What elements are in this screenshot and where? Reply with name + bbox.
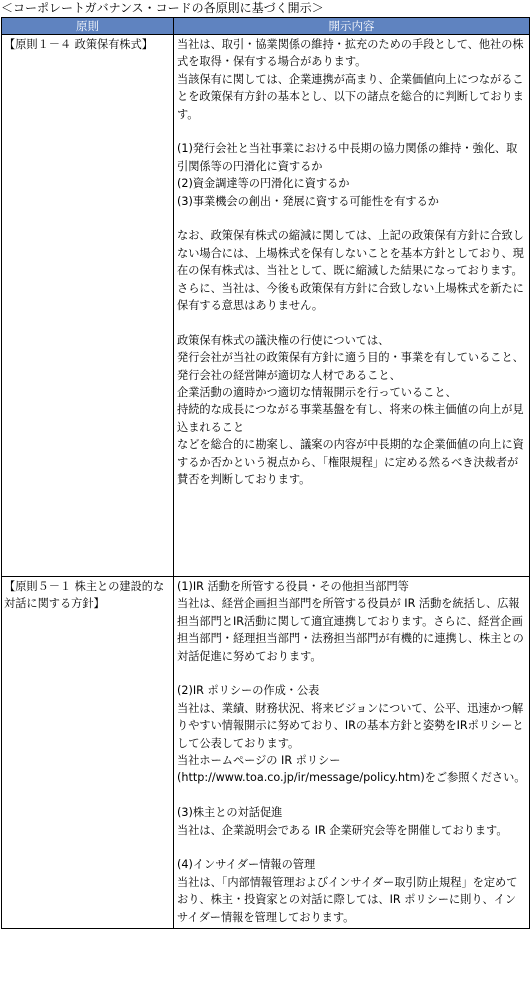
paragraph: (3)株主との対話促進 (177, 806, 283, 820)
paragraph: さらに、当社は、今後も政策保有方針に合致しない上場株式を新たに保有する意思はありません。 (177, 281, 524, 313)
paragraph: 当社は、「内部情報管理およびインサイダー取引防止規程」を定めており、株主・投資家との対話に際しては、IR ポリシーに則り、インサイダー情報を管理しております。 (177, 875, 518, 924)
paragraph: (4)インサイダー情報の管理 (177, 858, 316, 872)
paragraph: (3)事業機会の創出・発展に資する可能性を有するか (177, 194, 439, 208)
header-row (2, 18, 530, 35)
header-principle: 原則 (2, 18, 174, 35)
paragraph: 当社は、取引・協業関係の維持・拡充のための手段として、他社の株式を取得・保有する場合があります。 (177, 38, 524, 69)
paragraph: 発行会社が当社の政策保有方針に適う目的・事業を有していること、 (177, 351, 524, 365)
blank-line (177, 123, 526, 140)
blank-line (177, 210, 526, 227)
blank-line (177, 839, 526, 856)
disclosure-table (1, 17, 530, 929)
table-row (2, 35, 530, 577)
disclosure-cell (174, 35, 530, 577)
paragraph: 発行会社の経営陣が適切な人材であること、 (177, 368, 401, 382)
paragraph: 企業活動の適時かつ適切な情報開示を行っていること、 (177, 386, 457, 400)
blank-line (177, 665, 526, 682)
table-row (2, 577, 530, 929)
blank-line (177, 787, 526, 804)
paragraph: 持続的な成長につながる事業基盤を有し、将来の株主価値の向上が見込まれること (177, 403, 524, 434)
paragraph: 政策保有株式の議決権の行使については、 (177, 333, 390, 347)
document-caption: ＜コーポレートガバナンス・コードの各原則に基づく開示＞ (1, 1, 324, 15)
paragraph: 当社は、経営企画担当部門を所管する役員が IR 活動を統括し、広報担当部門とIR活動に関して適宜連携しております。さらに、経営企画担当部門・経理担当部門・法務担当部門が有機的に連携し、株主との対話促進に努めております。 (177, 597, 524, 663)
paragraph: 当社は、企業説明会である IR 企業研究会等を開催しております。 (177, 823, 508, 837)
paragraph: (2)IR ポリシーの作成・公表 (177, 684, 320, 698)
principle-cell: 【原則５－１ 株主との建設的な対話に関する方針】 (2, 577, 174, 929)
link-text: (http://www.toa.co.jp/ir/message/policy.htm)をご参照ください。 (177, 771, 526, 785)
disclosure-cell (174, 577, 530, 929)
principle-cell: 【原則１－４ 政策保有株式】 (2, 35, 174, 577)
paragraph: 当社は、業績、財務状況、将来ビジョンについて、公平、迅速かつ解りやすい情報開示に努めており、IRの基本方針と姿勢をIRポリシーとして公表しております。 (177, 701, 524, 750)
paragraph: 当社ホームページの IR ポリシー (177, 754, 341, 768)
paragraph: (2)資金調達等の円滑化に資するか (177, 177, 350, 191)
blank-line (177, 314, 526, 331)
paragraph: (1)IR 活動を所管する役員・その他担当部門等 (177, 580, 409, 593)
paragraph: 当該保有に関しては、企業連携が高まり、企業価値向上につながることを政策保有方針の基本とし、以下の諸点を総合的に判断しております。 (177, 72, 524, 121)
paragraph: なお、政策保有株式の縮減に関しては、上記の政策保有方針に合致しない場合には、上場株式を保有しないことを基本方針としており、現在の保有株式は、当社として、既に縮減した結果になっております。 (177, 229, 524, 278)
header-disclosure: 開示内容 (174, 18, 530, 35)
paragraph: などを総合的に勘案し、議案の内容が中長期的な企業価値の向上に資するか否かという視点から、「権限規程」に定める然るべき決裁者が賛否を判断しております。 (177, 438, 524, 487)
paragraph: (1)発行会社と当社事業における中長期の協力関係の維持・強化、取引関係等の円滑化に資するか (177, 142, 518, 173)
